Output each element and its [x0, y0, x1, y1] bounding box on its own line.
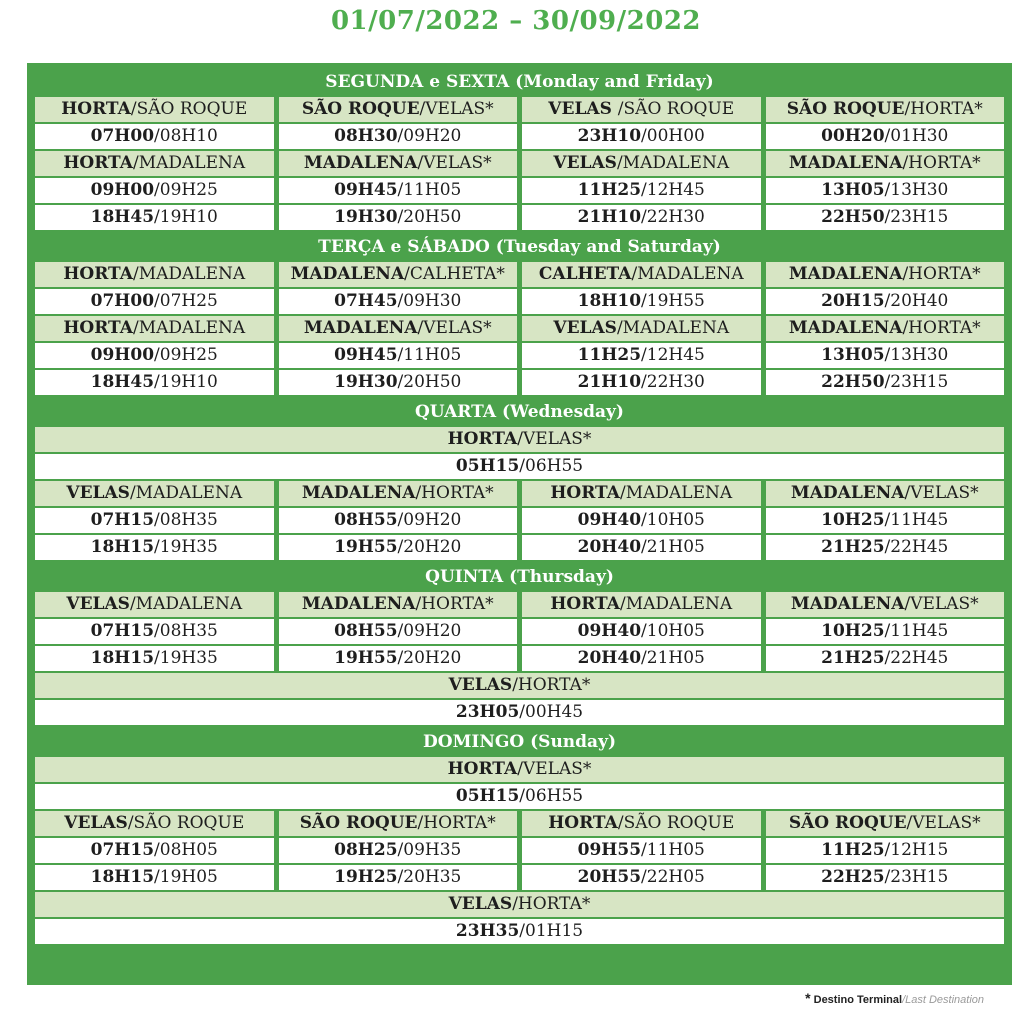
departure-time: 08H55 — [334, 510, 398, 530]
route-cell — [35, 316, 274, 341]
time-row — [35, 508, 1004, 533]
arrival-time: /20H20 — [397, 648, 462, 668]
departure-time: 10H25 — [821, 510, 885, 530]
arrival-time: /01H30 — [884, 126, 949, 146]
route-origin: HORTA — [447, 759, 518, 779]
route-origin: MADALENA — [290, 264, 405, 284]
footnote-symbol: * — [805, 990, 811, 1006]
time-cell — [35, 919, 1004, 944]
route-origin: HORTA — [548, 813, 618, 833]
route-origin: MADALENA — [303, 318, 418, 338]
route-destination: /HORTA* — [904, 99, 983, 119]
departure-time: 21H10 — [577, 372, 642, 392]
time-cell — [35, 289, 274, 314]
route-cell — [766, 151, 1005, 176]
departure-time: 21H25 — [821, 648, 885, 668]
route-cell — [35, 151, 274, 176]
arrival-time: /08H05 — [154, 840, 218, 860]
route-cell — [522, 481, 761, 506]
route-origin: HORTA — [447, 429, 518, 449]
route-header-row — [35, 427, 1004, 452]
departure-time: 23H35 — [455, 921, 520, 941]
route-destination: /HORTA* — [415, 594, 494, 614]
route-cell — [35, 673, 1004, 698]
time-cell — [35, 343, 274, 368]
arrival-time: /19H35 — [154, 537, 218, 557]
route-destination: /VELAS* — [904, 483, 979, 503]
section-title: DOMINGO (Sunday) — [423, 732, 616, 752]
departure-time: 05H15 — [455, 786, 520, 806]
departure-time: 21H25 — [821, 537, 885, 557]
route-origin: MADALENA — [788, 318, 903, 338]
route-cell — [766, 262, 1005, 287]
route-origin: MADALENA — [301, 594, 416, 614]
route-destination: /HORTA* — [902, 153, 981, 173]
route-header-row — [35, 592, 1004, 617]
route-destination: /HORTA* — [902, 264, 981, 284]
time-cell — [766, 865, 1005, 890]
time-cell — [279, 535, 518, 560]
time-cell — [35, 646, 274, 671]
time-cell — [766, 838, 1005, 863]
route-origin: MADALENA — [788, 264, 903, 284]
time-cell — [766, 178, 1005, 203]
route-origin: MADALENA — [790, 483, 905, 503]
route-cell — [35, 481, 274, 506]
time-row — [35, 343, 1004, 368]
route-destination: /MADALENA — [132, 318, 246, 338]
route-cell — [279, 262, 518, 287]
arrival-time: /19H10 — [154, 372, 218, 392]
route-destination: /SÃO ROQUE — [617, 99, 735, 119]
route-header-row — [35, 892, 1004, 917]
time-row — [35, 205, 1004, 230]
route-header-row — [35, 316, 1004, 341]
arrival-time: /12H45 — [641, 345, 705, 365]
time-row — [35, 700, 1004, 725]
arrival-time: /09H20 — [397, 126, 462, 146]
time-cell — [35, 700, 1004, 725]
arrival-time: /12H45 — [641, 180, 705, 200]
arrival-time: /09H20 — [397, 510, 462, 530]
arrival-time: /10H05 — [641, 621, 705, 641]
time-cell — [766, 619, 1005, 644]
time-row — [35, 124, 1004, 149]
time-cell — [766, 508, 1005, 533]
arrival-time: /06H55 — [519, 786, 584, 806]
route-cell — [522, 811, 761, 836]
departure-time: 08H55 — [334, 621, 398, 641]
route-origin: MADALENA — [790, 594, 905, 614]
arrival-time: /22H45 — [884, 648, 949, 668]
arrival-time: /00H45 — [519, 702, 584, 722]
route-header-row — [35, 97, 1004, 122]
arrival-time: /13H30 — [884, 345, 949, 365]
time-cell — [279, 205, 518, 230]
time-cell — [279, 178, 518, 203]
time-cell — [766, 370, 1005, 395]
arrival-time: /01H15 — [519, 921, 584, 941]
route-cell — [522, 97, 761, 122]
departure-time: 23H05 — [455, 702, 520, 722]
time-row — [35, 919, 1004, 944]
arrival-time: /20H20 — [397, 537, 462, 557]
route-cell — [279, 97, 518, 122]
time-cell — [279, 343, 518, 368]
route-destination: /VELAS* — [904, 594, 979, 614]
route-origin: SÃO ROQUE — [786, 99, 905, 119]
arrival-time: /20H50 — [397, 207, 462, 227]
route-origin: SÃO ROQUE — [301, 99, 420, 119]
arrival-time: /11H05 — [397, 345, 462, 365]
route-header-row — [35, 673, 1004, 698]
time-cell — [35, 205, 274, 230]
departure-time: 20H40 — [577, 648, 642, 668]
departure-time: 18H15 — [90, 648, 155, 668]
route-destination: /HORTA* — [417, 813, 496, 833]
section-title: SEGUNDA e SEXTA (Monday and Friday) — [325, 72, 714, 92]
time-cell — [279, 508, 518, 533]
route-destination: /MADALENA — [129, 483, 243, 503]
arrival-time: /09H30 — [397, 291, 462, 311]
footnote-english: /Last Destination — [902, 994, 984, 1006]
departure-time: 05H15 — [455, 456, 520, 476]
departure-time: 07H15 — [90, 621, 155, 641]
time-row — [35, 370, 1004, 395]
footnote — [805, 990, 984, 1006]
time-cell — [522, 289, 761, 314]
route-destination: /VELAS* — [419, 99, 494, 119]
time-cell — [35, 784, 1004, 809]
section-title: QUINTA (Thursday) — [425, 567, 614, 587]
arrival-time: /22H30 — [641, 372, 705, 392]
route-cell — [279, 316, 518, 341]
time-cell — [522, 205, 761, 230]
time-cell — [35, 619, 274, 644]
arrival-time: /19H05 — [154, 867, 218, 887]
time-cell — [35, 508, 274, 533]
time-cell — [35, 124, 274, 149]
departure-time: 18H15 — [90, 537, 155, 557]
departure-time: 09H40 — [577, 621, 642, 641]
route-cell — [522, 151, 761, 176]
route-origin: MADALENA — [301, 483, 416, 503]
route-origin: VELAS — [448, 894, 513, 914]
time-cell — [522, 370, 761, 395]
arrival-time: /21H05 — [641, 537, 705, 557]
route-origin: MADALENA — [788, 153, 903, 173]
route-destination: /HORTA* — [512, 894, 591, 914]
route-destination: /MADALENA — [129, 594, 243, 614]
departure-time: 22H50 — [821, 372, 885, 392]
departure-time: 13H05 — [821, 345, 885, 365]
time-cell — [522, 838, 761, 863]
route-cell — [522, 592, 761, 617]
time-cell — [522, 124, 761, 149]
departure-time: 19H30 — [334, 207, 398, 227]
time-cell — [279, 646, 518, 671]
route-header-row — [35, 811, 1004, 836]
route-cell — [35, 592, 274, 617]
route-cell — [35, 811, 274, 836]
departure-time: 19H25 — [334, 867, 398, 887]
time-row — [35, 865, 1004, 890]
time-cell — [35, 454, 1004, 479]
time-cell — [766, 205, 1005, 230]
departure-time: 18H45 — [90, 207, 155, 227]
section-title: QUARTA (Wednesday) — [415, 402, 624, 422]
departure-time: 07H00 — [90, 291, 155, 311]
departure-time: 19H55 — [334, 537, 398, 557]
route-cell — [766, 316, 1005, 341]
time-row — [35, 454, 1004, 479]
arrival-time: /19H35 — [154, 648, 218, 668]
arrival-time: /19H10 — [154, 207, 218, 227]
time-cell — [35, 838, 274, 863]
departure-time: 09H55 — [577, 840, 642, 860]
route-destination: /MADALENA — [132, 264, 246, 284]
route-cell — [766, 811, 1005, 836]
route-destination: /VELAS* — [906, 813, 981, 833]
route-destination: /SÃO ROQUE — [127, 813, 245, 833]
section-title: TERÇA e SÁBADO (Tuesday and Saturday) — [318, 237, 721, 257]
route-origin: VELAS — [64, 813, 128, 833]
departure-time: 09H00 — [90, 345, 155, 365]
arrival-time: /23H15 — [884, 867, 949, 887]
time-row — [35, 619, 1004, 644]
time-cell — [35, 370, 274, 395]
arrival-time: /22H05 — [641, 867, 705, 887]
departure-time: 23H10 — [577, 126, 642, 146]
arrival-time: /21H05 — [641, 648, 705, 668]
route-origin: HORTA — [550, 483, 620, 503]
departure-time: 11H25 — [821, 840, 885, 860]
arrival-time: /23H15 — [884, 207, 949, 227]
route-cell — [766, 97, 1005, 122]
route-destination: /MADALENA — [616, 153, 730, 173]
time-cell — [522, 619, 761, 644]
time-row — [35, 535, 1004, 560]
departure-time: 09H40 — [577, 510, 642, 530]
arrival-time: /20H40 — [884, 291, 949, 311]
route-cell — [279, 592, 518, 617]
time-cell — [279, 619, 518, 644]
route-cell — [279, 811, 518, 836]
route-header-row — [35, 757, 1004, 782]
route-cell — [35, 97, 274, 122]
time-cell — [35, 865, 274, 890]
time-cell — [522, 646, 761, 671]
arrival-time: /22H45 — [884, 537, 949, 557]
time-cell — [279, 370, 518, 395]
route-destination: /VELAS* — [417, 153, 492, 173]
arrival-time: /20H50 — [397, 372, 462, 392]
route-origin: SÃO ROQUE — [299, 813, 418, 833]
route-origin: HORTA — [63, 318, 133, 338]
route-header-row — [35, 262, 1004, 287]
arrival-time: /10H05 — [641, 510, 705, 530]
route-cell — [35, 757, 1004, 782]
time-cell — [279, 865, 518, 890]
arrival-time: /11H05 — [641, 840, 705, 860]
time-cell — [766, 343, 1005, 368]
arrival-time: /11H45 — [884, 621, 949, 641]
route-destination: /CALHETA* — [404, 264, 505, 284]
time-cell — [35, 535, 274, 560]
departure-time: 09H45 — [334, 345, 398, 365]
route-cell — [279, 481, 518, 506]
route-origin: VELAS — [548, 99, 618, 119]
departure-time: 07H45 — [334, 291, 398, 311]
route-destination: /VELAS* — [417, 318, 492, 338]
departure-time: 19H30 — [334, 372, 398, 392]
arrival-time: /00H00 — [641, 126, 705, 146]
arrival-time: /23H15 — [884, 372, 949, 392]
route-destination: /MADALENA — [619, 483, 733, 503]
time-cell — [766, 535, 1005, 560]
route-destination: /MADALENA — [616, 318, 730, 338]
route-origin: HORTA — [61, 99, 131, 119]
route-origin: VELAS — [553, 318, 617, 338]
departure-time: 22H25 — [821, 867, 885, 887]
route-cell — [766, 592, 1005, 617]
departure-time: 08H25 — [334, 840, 398, 860]
time-cell — [522, 343, 761, 368]
route-origin: HORTA — [63, 264, 133, 284]
time-cell — [35, 178, 274, 203]
departure-time: 09H45 — [334, 180, 398, 200]
arrival-time: /06H55 — [519, 456, 584, 476]
arrival-time: /09H25 — [154, 180, 218, 200]
departure-time: 20H55 — [577, 867, 642, 887]
departure-time: 22H50 — [821, 207, 885, 227]
departure-time: 20H15 — [821, 291, 885, 311]
route-destination: /HORTA* — [415, 483, 494, 503]
route-destination: /VELAS* — [517, 759, 592, 779]
route-cell — [279, 151, 518, 176]
route-destination: /MADALENA — [631, 264, 744, 284]
route-origin: VELAS — [66, 483, 130, 503]
time-row — [35, 838, 1004, 863]
route-header-row — [35, 481, 1004, 506]
departure-time: 09H00 — [90, 180, 155, 200]
route-destination: /SÃO ROQUE — [617, 813, 735, 833]
arrival-time: /11H05 — [397, 180, 462, 200]
departure-time: 07H00 — [90, 126, 155, 146]
route-destination: /HORTA* — [512, 675, 591, 695]
departure-time: 13H05 — [821, 180, 885, 200]
route-destination: /MADALENA — [619, 594, 733, 614]
route-cell — [35, 427, 1004, 452]
arrival-time: /12H15 — [884, 840, 949, 860]
arrival-time: /09H35 — [397, 840, 462, 860]
departure-time: 07H15 — [90, 510, 155, 530]
schedule-table — [27, 63, 1012, 985]
departure-time: 07H15 — [90, 840, 155, 860]
departure-time: 18H45 — [90, 372, 155, 392]
time-cell — [522, 508, 761, 533]
route-origin: HORTA — [550, 594, 620, 614]
route-cell — [522, 316, 761, 341]
route-destination: /MADALENA — [132, 153, 246, 173]
time-cell — [522, 535, 761, 560]
arrival-time: /09H25 — [154, 345, 218, 365]
departure-time: 21H10 — [577, 207, 642, 227]
arrival-time: /22H30 — [641, 207, 705, 227]
route-header-row — [35, 151, 1004, 176]
time-cell — [279, 289, 518, 314]
route-origin: VELAS — [448, 675, 513, 695]
route-origin: CALHETA — [538, 264, 632, 284]
departure-time: 19H55 — [334, 648, 398, 668]
route-cell — [35, 262, 274, 287]
arrival-time: /08H35 — [154, 510, 218, 530]
route-origin: HORTA — [63, 153, 133, 173]
departure-time: 18H10 — [577, 291, 642, 311]
time-cell — [279, 124, 518, 149]
route-destination: /VELAS* — [517, 429, 592, 449]
departure-time: 20H40 — [577, 537, 642, 557]
time-row — [35, 646, 1004, 671]
departure-time: 08H30 — [334, 126, 398, 146]
time-cell — [522, 178, 761, 203]
time-cell — [279, 838, 518, 863]
route-cell — [35, 892, 1004, 917]
time-row — [35, 784, 1004, 809]
time-cell — [522, 865, 761, 890]
time-cell — [766, 124, 1005, 149]
route-cell — [522, 262, 761, 287]
arrival-time: /08H35 — [154, 621, 218, 641]
time-row — [35, 178, 1004, 203]
route-destination: /SÃO ROQUE — [130, 99, 248, 119]
departure-time: 00H20 — [821, 126, 885, 146]
route-origin: SÃO ROQUE — [788, 813, 907, 833]
time-cell — [766, 646, 1005, 671]
arrival-time: /20H35 — [397, 867, 462, 887]
departure-time: 11H25 — [577, 180, 642, 200]
arrival-time: /13H30 — [884, 180, 949, 200]
time-row — [35, 289, 1004, 314]
route-cell — [766, 481, 1005, 506]
departure-time: 18H15 — [90, 867, 155, 887]
arrival-time: /07H25 — [154, 291, 218, 311]
page-title: 01/07/2022 – 30/09/2022 — [330, 6, 702, 36]
route-origin: VELAS — [66, 594, 130, 614]
route-destination: /HORTA* — [902, 318, 981, 338]
route-origin: VELAS — [553, 153, 617, 173]
route-origin: MADALENA — [303, 153, 418, 173]
departure-time: 11H25 — [577, 345, 642, 365]
arrival-time: /09H20 — [397, 621, 462, 641]
departure-time: 10H25 — [821, 621, 885, 641]
arrival-time: /08H10 — [154, 126, 218, 146]
arrival-time: /19H55 — [641, 291, 705, 311]
time-cell — [766, 289, 1005, 314]
footnote-text: Destino Terminal — [813, 994, 903, 1006]
arrival-time: /11H45 — [884, 510, 949, 530]
